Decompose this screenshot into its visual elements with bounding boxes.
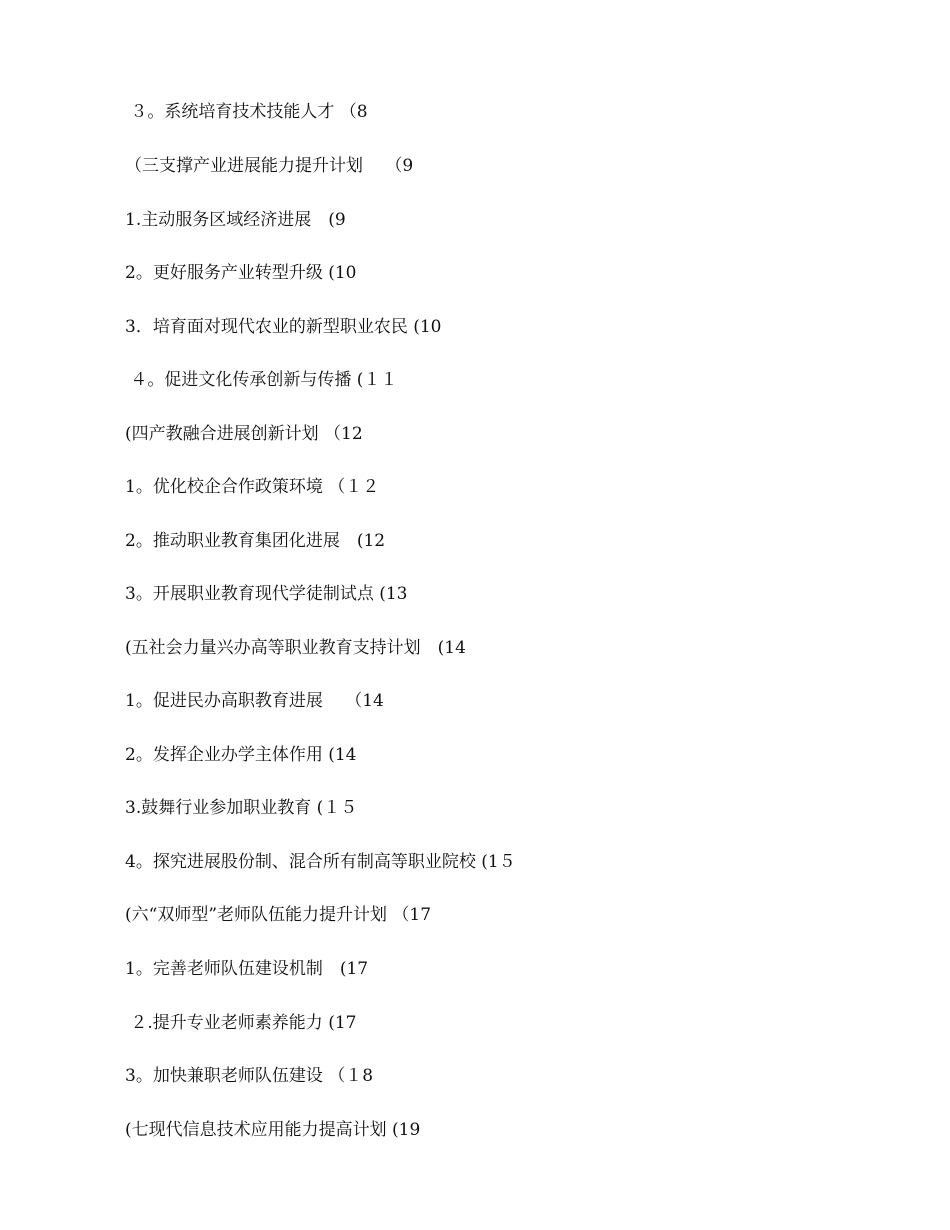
toc-section-heading: (七现代信息技术应用能力提高计划 (19 — [125, 1120, 421, 1140]
toc-entry: 3.鼓舞行业参加职业教育 (１５ — [125, 798, 358, 818]
toc-entry: 2。发挥企业办学主体作用 (14 — [125, 745, 357, 765]
toc-entry: 3。加快兼职老师队伍建设 （１8 — [125, 1066, 374, 1086]
toc-section-heading: (六“双师型”老师队伍能力提升计划 （17 — [125, 905, 432, 925]
toc-entry: 3．培育面对现代农业的新型职业农民 (10 — [125, 317, 442, 337]
toc-entry: 1。完善老师队伍建设机制 (17 — [125, 959, 369, 979]
toc-entry: 2。更好服务产业转型升级 (10 — [125, 263, 357, 283]
toc-entry: 2。推动职业教育集团化进展 (12 — [125, 531, 386, 551]
toc-section-heading: （三支撑产业进展能力提升计划 （9 — [125, 156, 414, 176]
toc-entry: 1。优化校企合作政策环境 （１２ — [125, 477, 380, 497]
toc-entry: ４。促进文化传承创新与传播 (１１ — [125, 370, 398, 390]
toc-section-heading: (五社会力量兴办高等职业教育支持计划 (14 — [125, 638, 466, 658]
toc-section-heading: (四产教融合进展创新计划 （12 — [125, 424, 363, 444]
toc-entry: 4。探究进展股份制、混合所有制高等职业院校 (1５ — [125, 852, 516, 872]
toc-entry: ３。系统培育技术技能人才 （8 — [125, 102, 368, 122]
toc-entry: 1。促进民办高职教育进展 （14 — [125, 691, 384, 711]
toc-entry: 1.主动服务区域经济进展 (9 — [125, 210, 346, 230]
toc-entry: ２.提升专业老师素养能力 (17 — [125, 1013, 357, 1033]
toc-entry: 3。开展职业教育现代学徒制试点 (13 — [125, 584, 408, 604]
